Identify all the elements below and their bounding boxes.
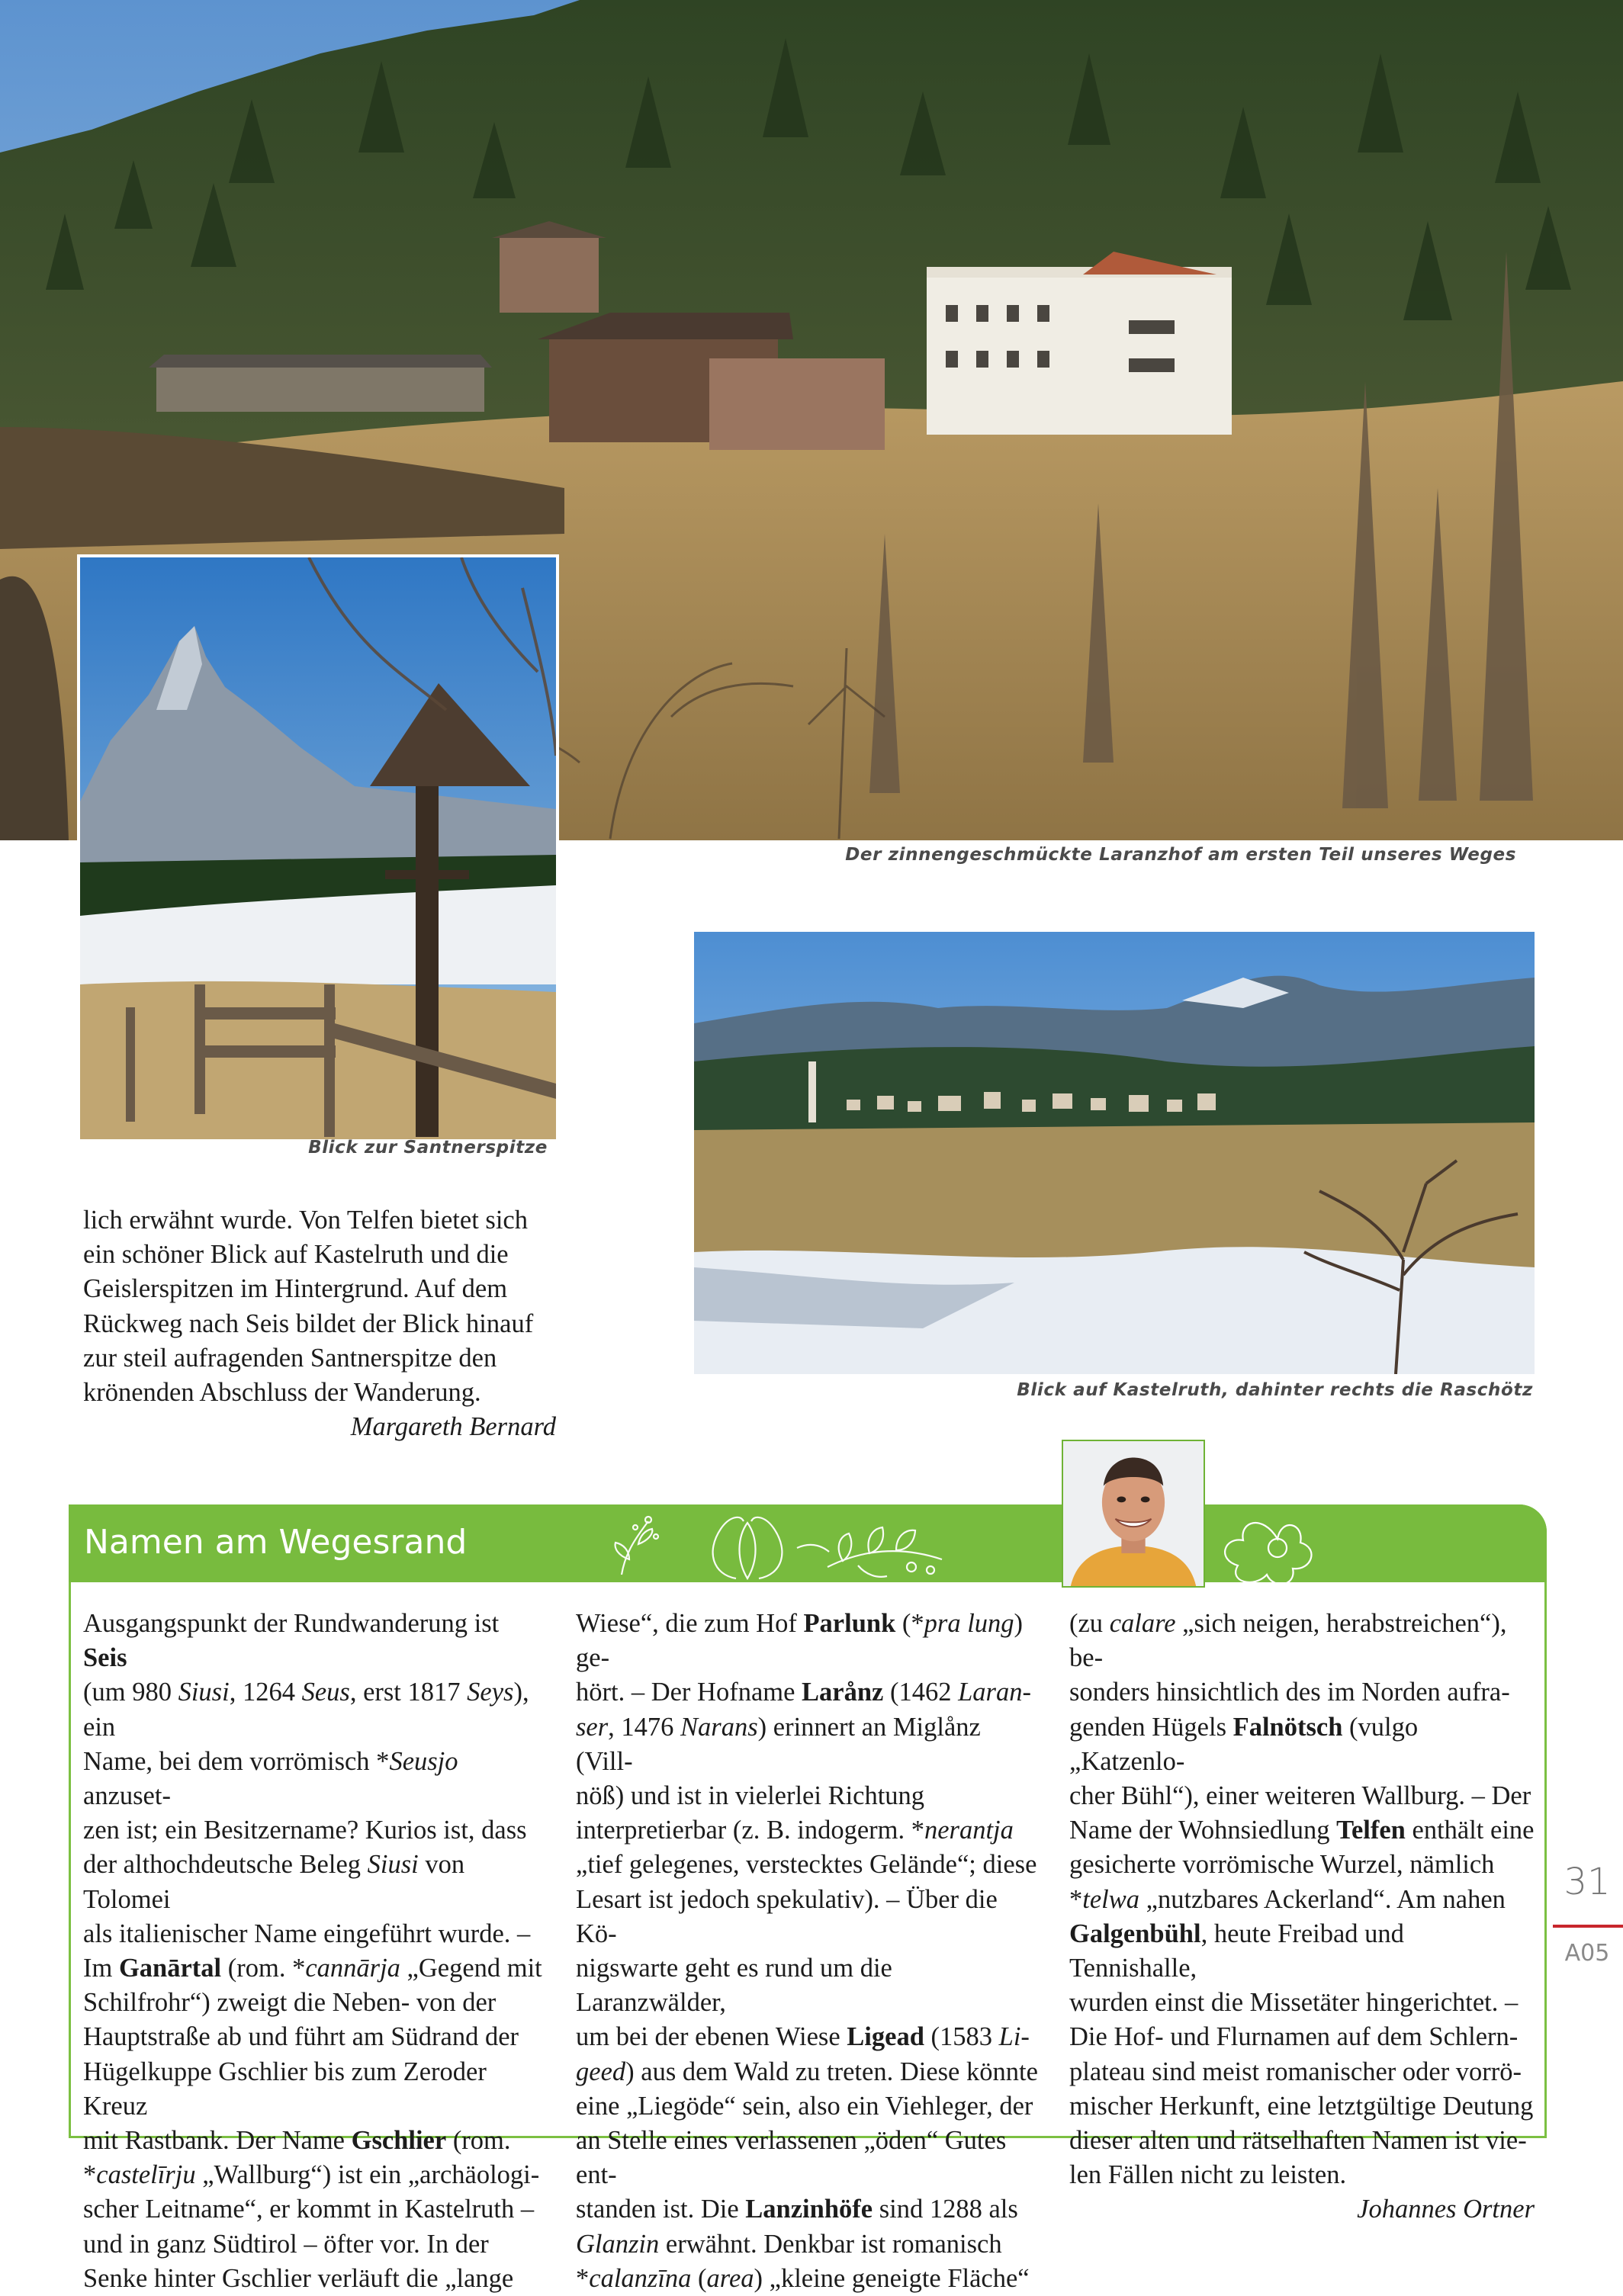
box-line: len Fällen nicht zu leisten. bbox=[1069, 2160, 1347, 2190]
info-box-title: Namen am Wegesrand bbox=[84, 1523, 468, 1562]
author-portrait bbox=[1062, 1440, 1205, 1588]
box-line: eine „Liegöde“ sein, also ein Viehleger, der bbox=[576, 2091, 1033, 2121]
box-line: Hügelkuppe Gschlier bis zum Zeroder Kreuz bbox=[83, 2057, 487, 2121]
page-number-rule bbox=[1553, 1925, 1623, 1928]
box-line: Senke hinter Gschlier verläuft die „lange bbox=[83, 2263, 514, 2293]
box-line: mit Rastbank. Der Name Gschlier (rom. bbox=[83, 2126, 511, 2156]
box-line: und in ganz Südtirol – öfter vor. In der bbox=[83, 2229, 489, 2259]
article-author: Margareth Bernard bbox=[350, 1412, 556, 1442]
box-line: ser, 1476 Narans) erinnert an Miglånz (Vill- bbox=[576, 1712, 981, 1776]
box-line: Schilfrohr“) zweigt die Neben- von der bbox=[83, 1988, 497, 2018]
photo-kastelruth bbox=[694, 932, 1535, 1374]
box-line: plateau sind meist romanischer oder vorrö- bbox=[1069, 2057, 1522, 2086]
box-author: Johannes Ortner bbox=[1357, 2195, 1535, 2224]
article-line: Geislerspitzen im Hintergrund. Auf dem bbox=[83, 1274, 508, 1304]
caption-laranzhof: Der zinnengeschmückte Laranzhof am ersten Teil unseres Weges bbox=[845, 845, 1516, 865]
box-line: Hauptstraße ab und führt am Südrand der bbox=[83, 2022, 519, 2052]
box-line: Die Hof- und Flurnamen auf dem Schlern- bbox=[1069, 2022, 1519, 2052]
box-line: an Stelle eines verlassenen „öden“ Gutes ent- bbox=[576, 2126, 1007, 2190]
box-line: als italienischer Name eingeführt wurde. – bbox=[83, 1919, 531, 1948]
box-line: wurden einst die Missetäter hingerichtet. – bbox=[1069, 1988, 1519, 2018]
box-line: genden Hügels Falnötsch (vulgo „Katzenlo- bbox=[1069, 1712, 1419, 1776]
article-line: zur steil aufragenden Santnerspitze den bbox=[83, 1343, 497, 1373]
box-line: hört. – Der Hofname Larånz (1462 Laran- bbox=[576, 1678, 1031, 1707]
box-line: mischer Herkunft, eine letztgültige Deutung bbox=[1069, 2091, 1534, 2121]
page-number: 31 bbox=[1564, 1861, 1611, 1903]
box-line: Lesart ist jedoch spekulativ). – Über die Kö- bbox=[576, 1884, 998, 1948]
box-line: Glanzin erwähnt. Denkbar ist romanisch bbox=[576, 2229, 1002, 2259]
box-line: „tief gelegenes, verstecktes Gelände“; diese bbox=[576, 1850, 1037, 1880]
box-line: Im Ganārtal (rom. *cannārja „Gegend mit bbox=[83, 1954, 542, 1983]
box-line: Name der Wohnsiedlung Telfen enthält eine bbox=[1069, 1816, 1535, 1845]
box-line: cher Bühl“), einer weiteren Wallburg. – Der bbox=[1069, 1781, 1531, 1811]
box-line: *calanzīna (area) „kleine geneigte Fläche“ bbox=[576, 2263, 1030, 2293]
article-line: krönenden Abschluss der Wanderung. bbox=[83, 1378, 481, 1408]
box-line: scher Leitname“, er kommt in Kastelruth – bbox=[83, 2195, 535, 2224]
box-line: Name, bei dem vorrömisch *Seusjo anzuset- bbox=[83, 1746, 458, 1811]
article-line: ein schöner Blick auf Kastelruth und die bbox=[83, 1240, 509, 1270]
box-line: Wiese“, die zum Hof Parlunk (*pra lung) ge- bbox=[576, 1609, 1024, 1673]
box-line: nigswarte geht es rund um die Laranzwälder, bbox=[576, 1954, 892, 2018]
info-box-column-2 bbox=[576, 1607, 1041, 2296]
box-line: *telwa „nutzbares Ackerland“. Am nahen bbox=[1069, 1884, 1506, 1914]
box-line: interpretierbar (z. B. indogerm. *nerantja bbox=[576, 1816, 1014, 1845]
box-line: standen ist. Die Lanzinhöfe sind 1288 als bbox=[576, 2195, 1018, 2224]
article-line: lich erwähnt wurde. Von Telfen bietet sich bbox=[83, 1206, 528, 1235]
section-code: A05 bbox=[1564, 1940, 1610, 1967]
photo-santnerspitze bbox=[77, 554, 559, 1142]
caption-santnerspitze: Blick zur Santnerspitze bbox=[308, 1138, 548, 1158]
box-line: zen ist; ein Besitzername? Kurios ist, dass bbox=[83, 1816, 527, 1845]
box-line: um bei der ebenen Wiese Ligead (1583 Li- bbox=[576, 2022, 1030, 2052]
box-line: Ausgangspunkt der Rundwanderung ist Seis bbox=[83, 1609, 500, 1673]
article-line: Rückweg nach Seis bildet der Blick hinauf bbox=[83, 1309, 534, 1338]
box-line: der althochdeutsche Beleg Siusi von Tolomei bbox=[83, 1850, 465, 1914]
box-line: *castelīrju „Wallburg“) ist ein „archäologi- bbox=[83, 2160, 540, 2190]
floral-decoration-icon bbox=[606, 1506, 1407, 1582]
caption-kastelruth: Blick auf Kastelruth, dahinter rechts die Raschötz bbox=[1017, 1380, 1533, 1400]
box-line: dieser alten und rätselhaften Namen ist vie- bbox=[1069, 2126, 1527, 2156]
box-line: nöß) und ist in vielerlei Richtung bbox=[576, 1781, 925, 1811]
box-line: Galgenbühl, heute Freibad und Tennishalle, bbox=[1069, 1919, 1404, 1983]
info-box-column-1 bbox=[83, 1607, 548, 2296]
box-line: (um 980 Siusi, 1264 Seus, erst 1817 Seys), ein bbox=[83, 1678, 529, 1742]
box-line: sonders hinsichtlich des im Norden aufra- bbox=[1069, 1678, 1510, 1707]
box-line: gesicherte vorrömische Wurzel, nämlich bbox=[1069, 1850, 1495, 1880]
box-line: geed) aus dem Wald zu treten. Diese könnte bbox=[576, 2057, 1038, 2086]
box-line: (zu calare „sich neigen, herabstreichen“), be- bbox=[1069, 1609, 1507, 1673]
info-box-column-3 bbox=[1069, 1607, 1535, 2227]
article-ending bbox=[83, 1203, 556, 1444]
